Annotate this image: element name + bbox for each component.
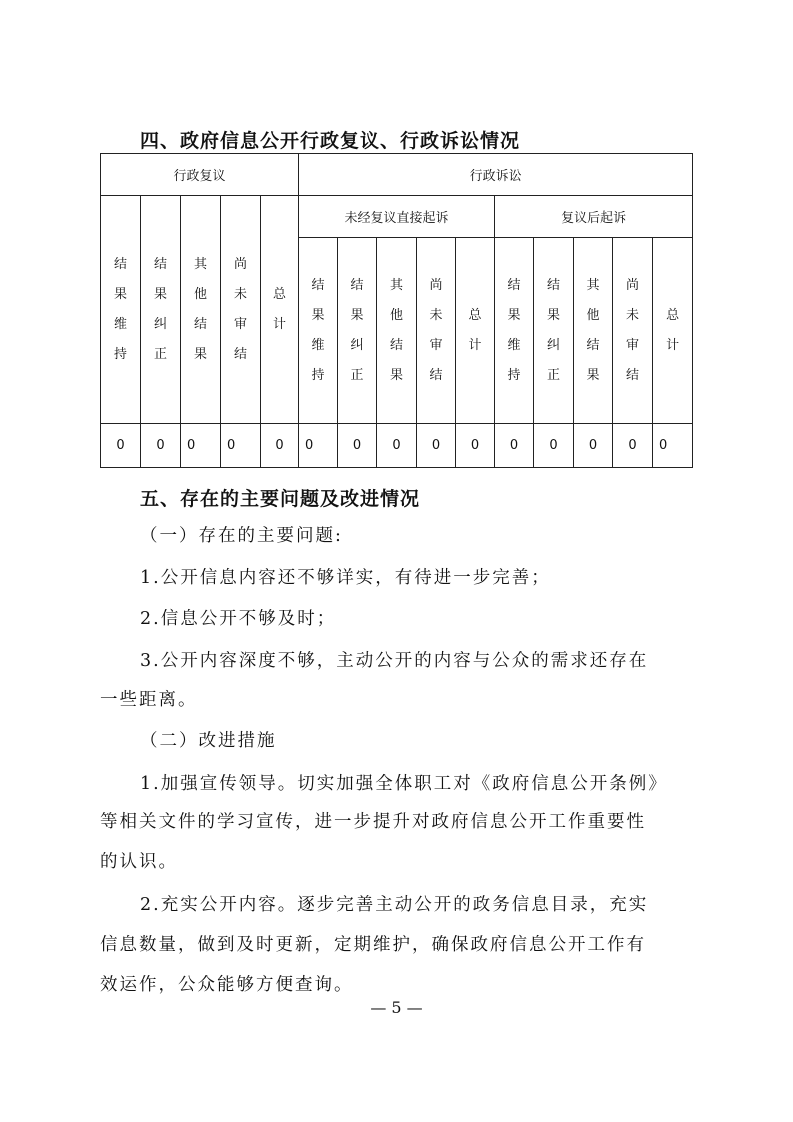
table-cell: 0 (299, 424, 338, 468)
col-header: 结 果 维 持 (101, 196, 141, 424)
paragraph-line: 2.充实公开内容。逐步完善主动公开的政务信息目录，充实 (140, 895, 649, 915)
table-cell: 0 (338, 424, 377, 468)
table-cell: 0 (221, 424, 261, 468)
table-cell: 0 (417, 424, 456, 468)
paragraph-line: 一些距离。 (100, 690, 198, 710)
section-5-heading: 五、存在的主要问题及改进情况 (140, 488, 421, 510)
table-cell: 0 (141, 424, 181, 468)
table-cell: 0 (574, 424, 613, 468)
paragraph-line: 2.信息公开不够及时； (140, 609, 337, 629)
col-header: 尚 未 审 结 (221, 196, 261, 424)
col-header: 结 果 纠 正 (338, 238, 377, 424)
direct-suit-header: 未经复议直接起诉 (299, 196, 495, 238)
paragraph-line: 的认识。 (100, 852, 178, 872)
paragraph-line: 3.公开内容深度不够，主动公开的内容与公众的需求还存在 (140, 651, 649, 671)
admin-litigation-header: 行政诉讼 (299, 154, 693, 196)
admin-review-header: 行政复议 (101, 154, 299, 196)
col-header: 总 计 (653, 238, 693, 424)
col-header: 结 果 纠 正 (534, 238, 574, 424)
col-header: 尚 未 审 结 (417, 238, 456, 424)
subheading-problems: （一）存在的主要问题: (140, 526, 343, 546)
table-cell: 0 (101, 424, 141, 468)
col-header: 其 他 结 果 (377, 238, 417, 424)
col-header: 其 他 结 果 (181, 196, 221, 424)
table-cell: 0 (456, 424, 495, 468)
paragraph-line: 1.加强宣传领导。切实加强全体职工对《政府信息公开条例》 (140, 774, 668, 794)
table-cell: 0 (534, 424, 574, 468)
subheading-measures: （二）改进措施 (140, 731, 277, 751)
col-header: 总 计 (456, 238, 495, 424)
page-number: — 5 — (370, 998, 423, 1017)
col-header: 结 果 维 持 (299, 238, 338, 424)
paragraph-line: 等相关文件的学习宣传，进一步提升对政府信息公开工作重要性 (100, 812, 646, 832)
after-review-header: 复议后起诉 (495, 196, 693, 238)
section-4-heading: 四、政府信息公开行政复议、行政诉讼情况 (140, 130, 521, 152)
table-cell: 0 (495, 424, 534, 468)
col-header: 尚 未 审 结 (613, 238, 653, 424)
col-header: 结 果 维 持 (495, 238, 534, 424)
review-litigation-table (100, 153, 693, 468)
table-cell: 0 (377, 424, 417, 468)
col-header: 总 计 (261, 196, 299, 424)
col-header: 结 果 纠 正 (141, 196, 181, 424)
table-cell: 0 (261, 424, 299, 468)
paragraph-line: 1.公开信息内容还不够详实，有待进一步完善； (140, 568, 551, 588)
table-cell: 0 (653, 424, 693, 468)
col-header: 其 他 结 果 (574, 238, 613, 424)
table-cell: 0 (181, 424, 221, 468)
paragraph-line: 信息数量，做到及时更新，定期维护，确保政府信息公开工作有 (100, 935, 646, 955)
table-cell: 0 (613, 424, 653, 468)
paragraph-line: 效运作，公众能够方便查询。 (100, 975, 354, 995)
